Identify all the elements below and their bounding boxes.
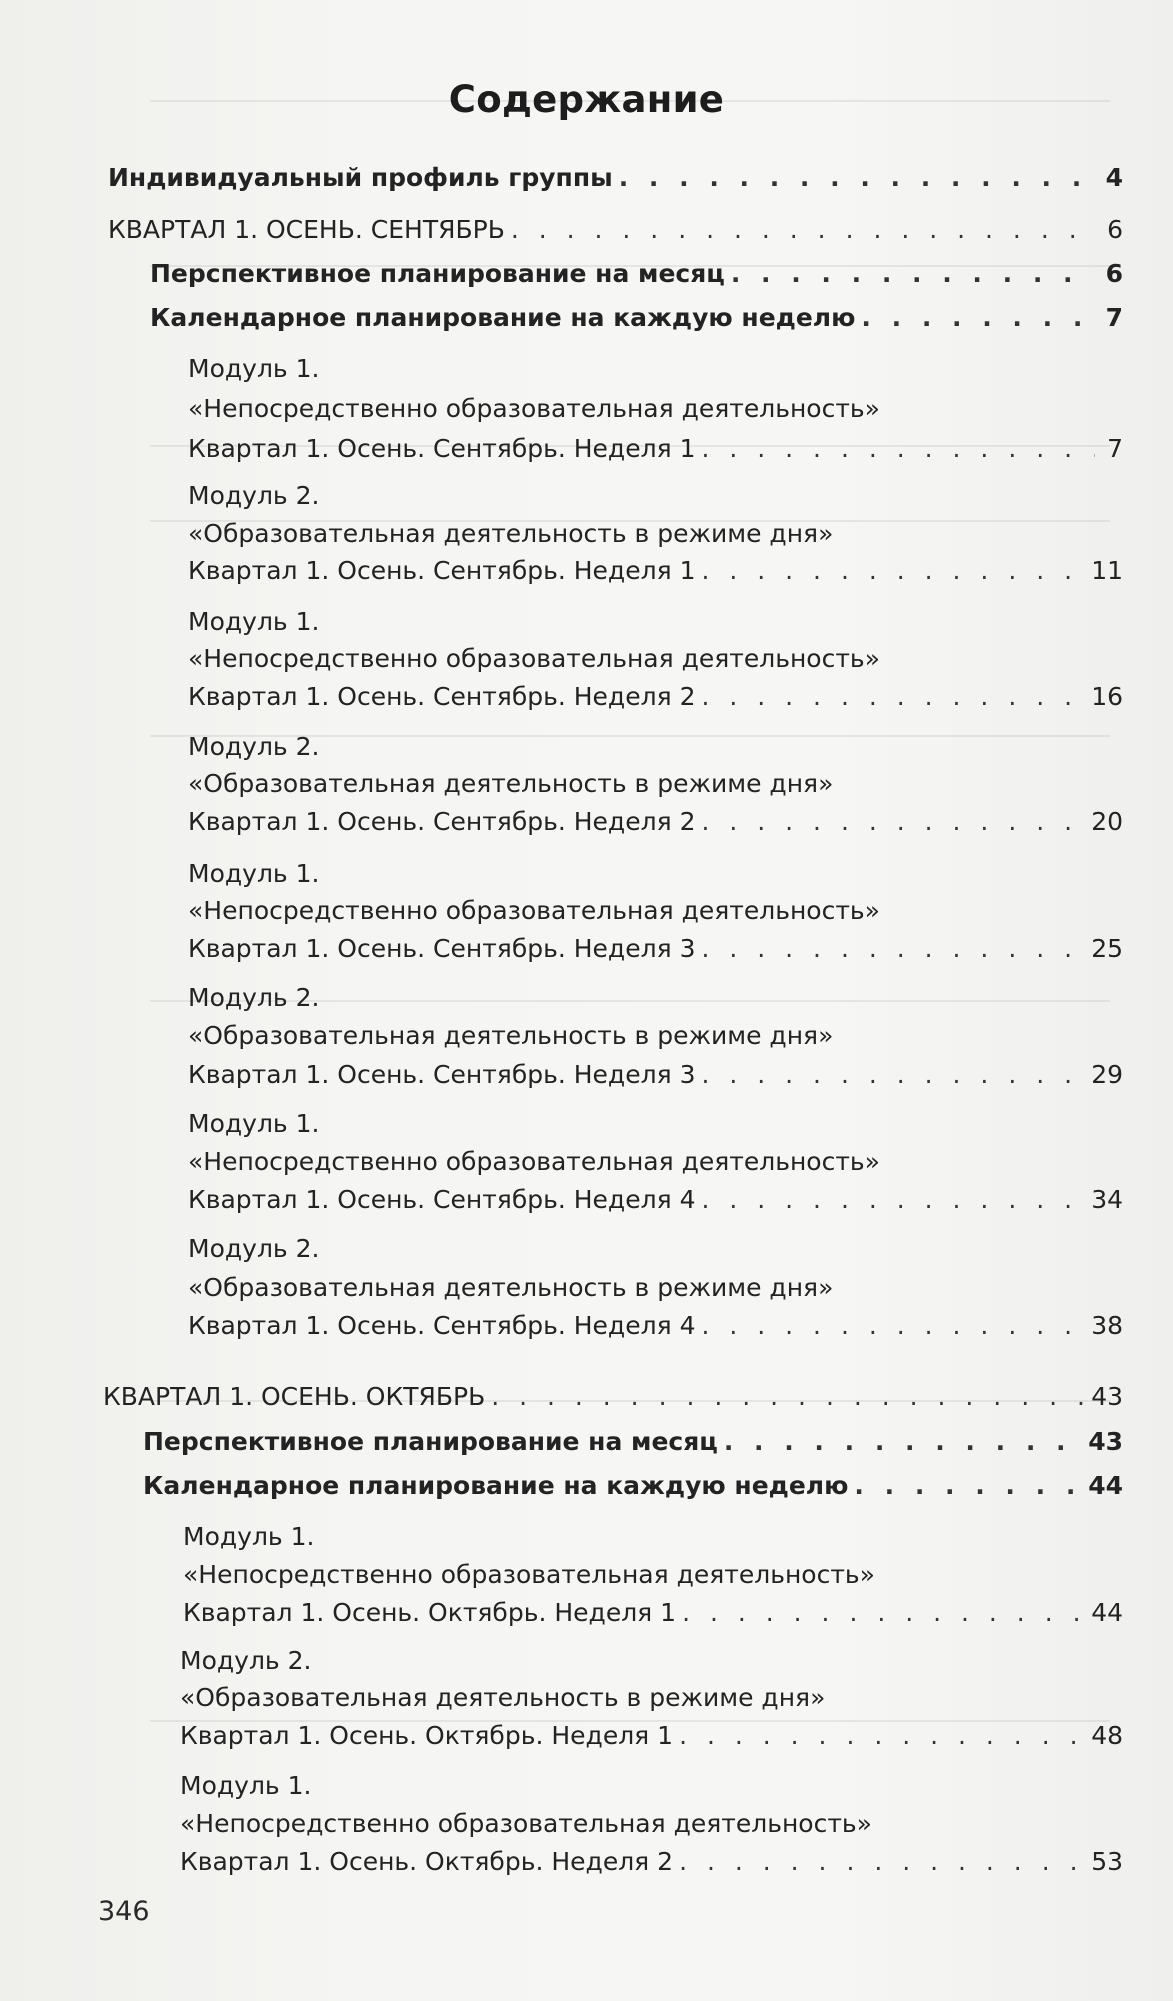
leader-dots (619, 162, 1095, 194)
toc-entry-page: 38 (1091, 1311, 1123, 1340)
leader-dots (731, 258, 1095, 290)
toc-entry-october-plan[interactable] (143, 1426, 1123, 1458)
toc-entry-profile[interactable] (108, 162, 1123, 194)
module-name: «Непосредственно образовательная деятельность» (188, 1147, 880, 1176)
toc-entry-sep-w1-m2[interactable] (188, 555, 1123, 587)
toc-entry-sep-w1-m1[interactable] (188, 433, 1123, 465)
toc-entry-page: 34 (1091, 1185, 1123, 1214)
toc-entry-label: Квартал 1. Осень. Сентябрь. Неделя 2 (188, 682, 696, 711)
leader-dots (701, 433, 1095, 465)
toc-entry-label: Перспективное планирование на месяц (143, 1427, 718, 1456)
module-number: Модуль 2. (188, 481, 320, 510)
leader-dots (679, 1720, 1085, 1752)
module-number: Модуль 2. (180, 1646, 312, 1675)
toc-entry-label: Квартал 1. Осень. Октябрь. Неделя 2 (180, 1847, 674, 1876)
leader-dots (701, 806, 1085, 838)
toc-entry-page: 43 (1088, 1427, 1123, 1456)
toc-entry-page: 16 (1091, 682, 1123, 711)
module-name: «Образовательная деятельность в режиме дня» (188, 769, 834, 798)
module-number: Модуль 2. (188, 732, 320, 761)
leader-dots (701, 933, 1085, 965)
leader-dots (491, 1381, 1085, 1413)
module-number: Модуль 1. (188, 354, 320, 383)
leader-dots (854, 1470, 1082, 1502)
leader-dots (679, 1846, 1085, 1878)
toc-entry-page: 53 (1091, 1847, 1123, 1876)
toc-entry-label: Квартал 1. Осень. Сентябрь. Неделя 3 (188, 1060, 696, 1089)
module-name: «Непосредственно образовательная деятельность» (188, 394, 880, 423)
module-name: «Образовательная деятельность в режиме дня» (188, 1021, 834, 1050)
toc-entry-label: Квартал 1. Осень. Сентябрь. Неделя 1 (188, 556, 696, 585)
module-number: Модуль 2. (188, 983, 320, 1012)
toc-entry-sep-w3-m2[interactable] (188, 1059, 1123, 1091)
toc-entry-label: Квартал 1. Осень. Сентябрь. Неделя 2 (188, 807, 696, 836)
toc-entry-oct-w1-m1[interactable] (183, 1597, 1123, 1629)
module-number: Модуль 1. (188, 607, 320, 636)
toc-entry-label: Квартал 1. Осень. Октябрь. Неделя 1 (183, 1598, 677, 1627)
module-name: «Непосредственно образовательная деятельность» (180, 1809, 872, 1838)
module-number: Модуль 1. (183, 1522, 315, 1551)
leader-dots (861, 302, 1095, 334)
toc-entry-label: КВАРТАЛ 1. ОСЕНЬ. ОКТЯБРЬ (103, 1382, 486, 1411)
toc-entry-page: 20 (1091, 807, 1123, 836)
toc-entry-sep-w3-m1[interactable] (188, 933, 1123, 965)
toc-entry-quarter-september[interactable] (108, 214, 1123, 246)
toc-entry-page: 7 (1105, 303, 1123, 332)
toc-entry-label: Квартал 1. Осень. Октябрь. Неделя 1 (180, 1721, 674, 1750)
toc-entry-oct-w2-m1[interactable] (180, 1846, 1123, 1878)
page-number: 346 (98, 1896, 150, 1927)
module-name: «Образовательная деятельность в режиме дня» (188, 1273, 834, 1302)
toc-entry-page: 43 (1091, 1382, 1123, 1411)
leader-dots (701, 1059, 1085, 1091)
toc-entry-page: 44 (1088, 1471, 1123, 1500)
toc-entry-page: 4 (1105, 163, 1123, 192)
toc-entry-page: 29 (1091, 1060, 1123, 1089)
leader-dots (701, 555, 1085, 587)
leader-dots (724, 1426, 1082, 1458)
page-title: Содержание (448, 78, 725, 121)
toc-entry-october-calendar[interactable] (143, 1470, 1123, 1502)
toc-entry-oct-w1-m2[interactable] (180, 1720, 1123, 1752)
module-number: Модуль 1. (188, 859, 320, 888)
module-name: «Непосредственно образовательная деятельность» (188, 896, 880, 925)
toc-entry-page: 44 (1091, 1598, 1123, 1627)
toc-entry-label: КВАРТАЛ 1. ОСЕНЬ. СЕНТЯБРЬ (108, 215, 505, 244)
module-name: «Образовательная деятельность в режиме дня» (188, 519, 834, 548)
toc-entry-label: Перспективное планирование на месяц (150, 259, 725, 288)
toc-entry-page: 6 (1105, 259, 1123, 288)
toc-entry-page: 7 (1107, 434, 1123, 463)
module-name: «Образовательная деятельность в режиме дня» (180, 1683, 826, 1712)
leader-dots (511, 214, 1095, 246)
toc-entry-page: 48 (1091, 1721, 1123, 1750)
toc-entry-sep-w4-m1[interactable] (188, 1184, 1123, 1216)
toc-entry-label: Квартал 1. Осень. Сентябрь. Неделя 4 (188, 1311, 696, 1340)
leader-dots (682, 1597, 1085, 1629)
toc-entry-page: 11 (1091, 556, 1123, 585)
toc-entry-page: 6 (1107, 215, 1123, 244)
toc-entry-sep-w4-m2[interactable] (188, 1310, 1123, 1342)
toc-entry-label: Квартал 1. Осень. Сентябрь. Неделя 1 (188, 434, 696, 463)
module-number: Модуль 1. (188, 1109, 320, 1138)
toc-entry-page: 25 (1091, 934, 1123, 963)
toc-entry-label: Календарное планирование на каждую неделю (143, 1471, 849, 1500)
toc-entry-sep-w2-m2[interactable] (188, 806, 1123, 838)
toc-entry-label: Квартал 1. Осень. Сентябрь. Неделя 4 (188, 1185, 696, 1214)
leader-dots (701, 681, 1085, 713)
module-name: «Непосредственно образовательная деятельность» (183, 1560, 875, 1589)
toc-entry-september-calendar[interactable] (150, 302, 1123, 334)
leader-dots (701, 1184, 1085, 1216)
toc-entry-sep-w2-m1[interactable] (188, 681, 1123, 713)
toc-entry-label: Календарное планирование на каждую неделю (150, 303, 856, 332)
toc-entry-quarter-october[interactable] (103, 1381, 1123, 1413)
leader-dots (701, 1310, 1085, 1342)
module-number: Модуль 2. (188, 1234, 320, 1263)
module-number: Модуль 1. (180, 1771, 312, 1800)
toc-entry-september-plan[interactable] (150, 258, 1123, 290)
toc-entry-label: Индивидуальный профиль группы (108, 163, 613, 192)
module-name: «Непосредственно образовательная деятельность» (188, 644, 880, 673)
toc-entry-label: Квартал 1. Осень. Сентябрь. Неделя 3 (188, 934, 696, 963)
